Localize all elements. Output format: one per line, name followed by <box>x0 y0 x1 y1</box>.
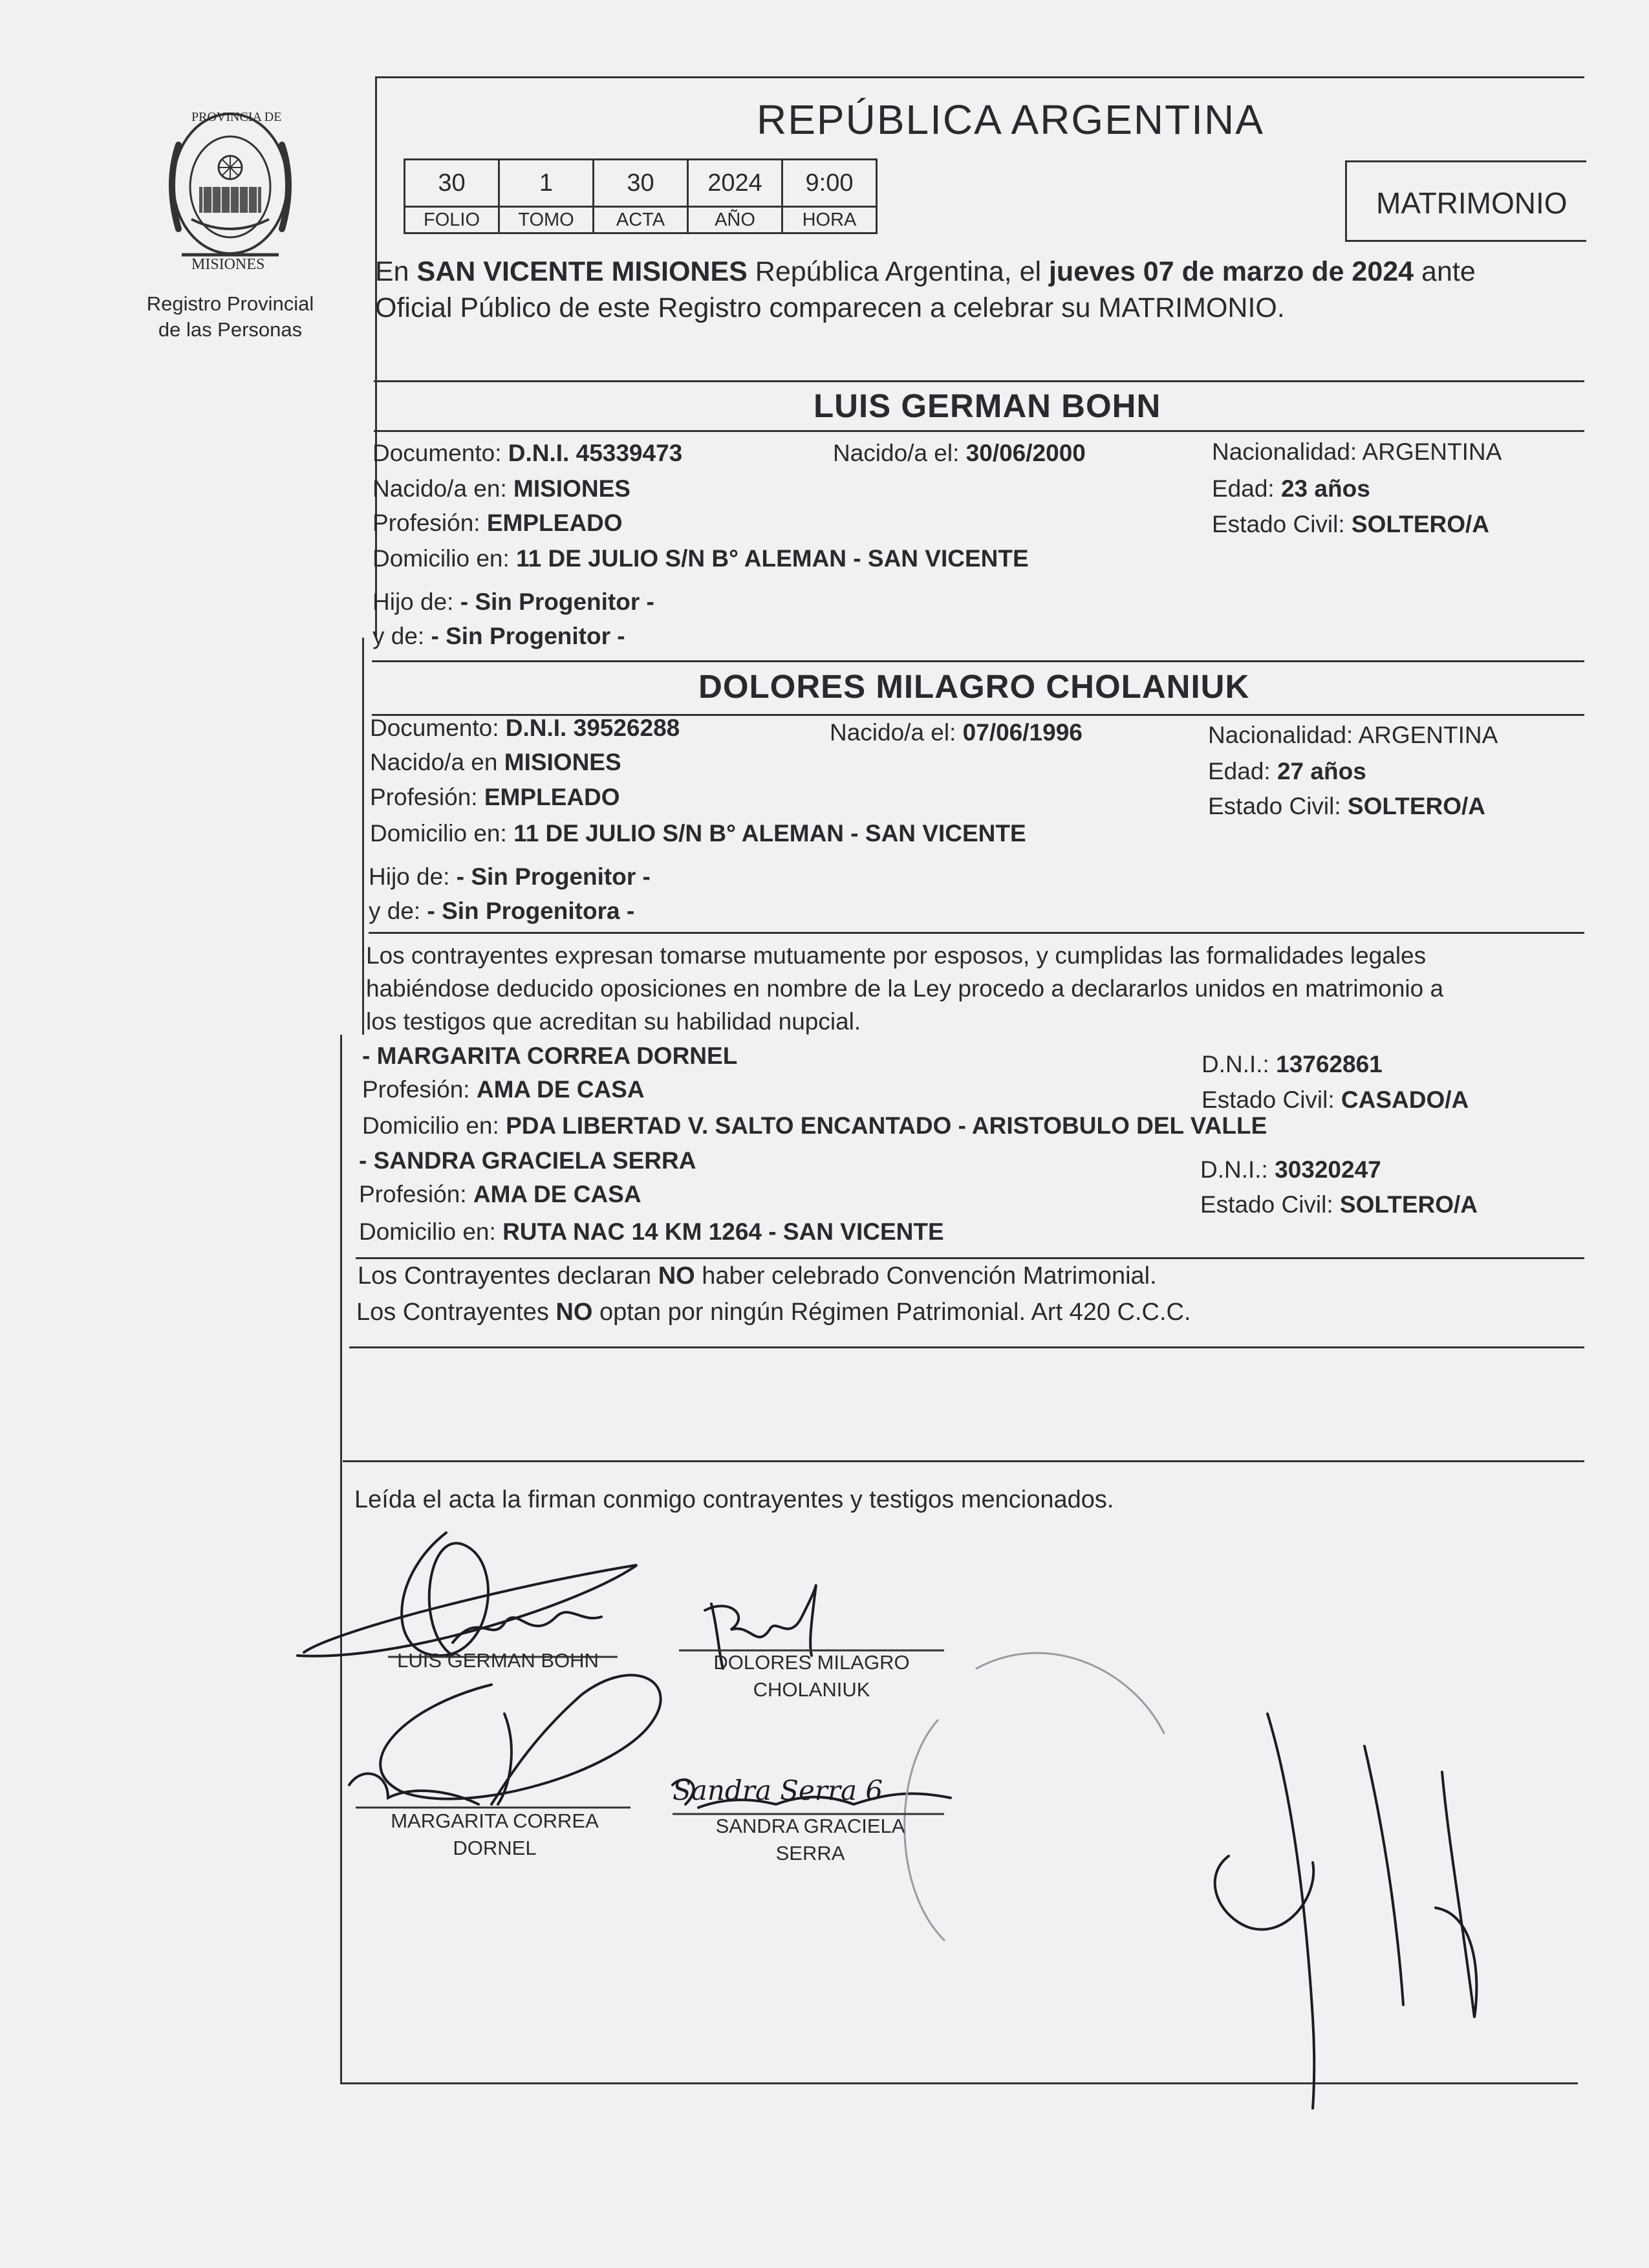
folio-label: FOLIO <box>405 207 499 233</box>
spouse1-and-of-value: - Sin Progenitor - <box>431 623 625 649</box>
regime-l1c: haber celebrado Convención Matrimonial. <box>695 1262 1157 1290</box>
spouse2-born-on-label: Nacido/a el: <box>830 719 963 746</box>
anio-label: AÑO <box>688 207 782 233</box>
spouse1-born-on-value: 30/06/2000 <box>965 440 1086 466</box>
spouse1-profession-value: EMPLEADO <box>486 510 623 536</box>
signature-spouse1-icon <box>297 1533 637 1656</box>
intro-line2: Oficial Público de este Registro comparecen a celebrar su MATRIMONIO. <box>375 292 1285 323</box>
spouse2-born-on-value: 07/06/1996 <box>962 719 1083 746</box>
signature-witness1-label-b: DORNEL <box>453 1836 537 1859</box>
spouse2-address-label: Domicilio en: <box>370 820 514 847</box>
spouse1-nationality-label: Nacionalidad: <box>1212 438 1363 465</box>
spouse2-nationality-label: Nacionalidad: <box>1208 722 1359 748</box>
spouse1-address-label: Domicilio en: <box>372 545 517 572</box>
spouse1-age-value: 23 años <box>1280 475 1370 502</box>
seal-text-top: PROVINCIA DE <box>191 110 282 124</box>
seal-text-bottom: MISIONES <box>191 256 265 273</box>
witness1-dni-label: D.N.I.: <box>1202 1051 1277 1077</box>
acta-value: 30 <box>594 160 688 207</box>
witness1-dni-value: 13762861 <box>1276 1051 1383 1077</box>
spouse2-civil-value: SOLTERO/A <box>1347 793 1486 819</box>
signature-witness2-label-a: SANDRA GRACIELA <box>715 1815 905 1837</box>
witness2-profession-value: AMA DE CASA <box>473 1181 641 1207</box>
witness2-address-label: Domicilio en: <box>359 1218 503 1245</box>
folio-value: 30 <box>405 160 499 207</box>
spouse2-civil-label: Estado Civil: <box>1208 793 1348 819</box>
page-title: REPÚBLICA ARGENTINA <box>757 96 1264 143</box>
spouse1-name: LUIS GERMAN BOHN <box>814 387 1161 424</box>
regime-l2b: NO <box>555 1299 593 1326</box>
witness2-profession-label: Profesión: <box>359 1181 473 1207</box>
spouse2-doc-label: Documento: <box>370 715 506 741</box>
spouse1-child-of-label: Hijo de: <box>372 589 460 615</box>
acta-label: ACTA <box>594 207 688 233</box>
doc-type: MATRIMONIO <box>1376 186 1568 220</box>
signature-witness2-handwriting: Sandra Serra 6 <box>673 1775 883 1806</box>
closing-text: Leída el acta la firman conmigo contrayentes y testigos mencionados. <box>354 1486 1114 1513</box>
witness2-name: - SANDRA GRACIELA SERRA <box>359 1147 696 1174</box>
witness1-profession-label: Profesión: <box>362 1076 477 1103</box>
witness1-address-value: PDA LIBERTAD V. SALTO ENCANTADO - ARISTOBULO DEL VALLE <box>506 1112 1267 1139</box>
witness1-profession-value: AMA DE CASA <box>476 1076 645 1103</box>
spouse1-doc-label: Documento: <box>372 440 508 466</box>
spouse2-nationality-value: ARGENTINA <box>1358 722 1498 748</box>
spouse2-profession-label: Profesión: <box>370 784 484 810</box>
signature-official-icon <box>1215 1714 1477 2108</box>
spouse1-child-of-value: - Sin Progenitor - <box>460 589 654 615</box>
spouse2-age-value: 27 años <box>1277 758 1366 784</box>
spouse2-address-value: 11 DE JULIO S/N B° ALEMAN - SAN VICENTE <box>513 820 1026 847</box>
tomo-label: TOMO <box>499 207 594 233</box>
witness1-name: - MARGARITA CORREA DORNEL <box>362 1042 738 1069</box>
regime-l2c: optan por ningún Régimen Patrimonial. Art 420 C.C.C. <box>592 1299 1191 1326</box>
spouse1-born-in-label: Nacido/a en: <box>372 475 514 502</box>
witness2-civil-value: SOLTERO/A <box>1339 1191 1478 1218</box>
signature-witness1-icon <box>349 1675 661 1804</box>
spouse2-and-of-label: y de: <box>369 898 427 924</box>
spouse1-doc-value: D.N.I. 45339473 <box>508 440 683 466</box>
declaration-line3: los testigos que acreditan su habilidad nupcial. <box>366 1008 861 1035</box>
regime-l1b: NO <box>658 1262 695 1290</box>
seal-caption-line1: Registro Provincial <box>146 292 314 315</box>
declaration-line2: habiéndose deducido oposiciones en nombre de la Ley procedo a declararlos unidos en matrimonio a <box>366 975 1444 1002</box>
signature-spouse1-name <box>375 1647 621 1674</box>
signature-witness2-name <box>684 1813 936 1867</box>
witness2-dni-label: D.N.I.: <box>1200 1156 1275 1183</box>
regime-l2a: Los Contrayentes <box>356 1299 556 1326</box>
intro-p1: En <box>375 256 417 287</box>
witness1-civil-label: Estado Civil: <box>1202 1086 1341 1113</box>
spouse2-name: DOLORES MILAGRO CHOLANIUK <box>698 668 1250 705</box>
anio-value: 2024 <box>688 160 782 207</box>
signature-witness1-label-a: MARGARITA CORREA <box>391 1809 599 1832</box>
signature-spouse2-label-a: DOLORES MILAGRO <box>713 1651 910 1674</box>
seal-caption-line2: de las Personas <box>158 318 303 341</box>
witness2-address-value: RUTA NAC 14 KM 1264 - SAN VICENTE <box>502 1218 944 1245</box>
spouse2-born-in-label: Nacido/a en <box>370 749 504 775</box>
signature-witness1-name <box>369 1808 621 1862</box>
witness2-civil-label: Estado Civil: <box>1200 1191 1340 1218</box>
spouse2-child-of-label: Hijo de: <box>369 863 457 890</box>
witness1-address-label: Domicilio en: <box>362 1112 506 1139</box>
spouse2-and-of-value: - Sin Progenitora - <box>427 898 635 924</box>
spouse1-profession-label: Profesión: <box>372 510 487 536</box>
regime-l1a: Los Contrayentes declaran <box>358 1262 658 1290</box>
signature-spouse2-name <box>685 1649 938 1703</box>
hora-value: 9:00 <box>782 160 877 207</box>
spouse1-civil-label: Estado Civil: <box>1212 511 1352 537</box>
spouse1-born-in-value: MISIONES <box>513 475 630 502</box>
spouse1-address-value: 11 DE JULIO S/N B° ALEMAN - SAN VICENTE <box>516 545 1029 572</box>
witness2-dni-value: 30320247 <box>1275 1156 1381 1183</box>
witness1-civil-value: CASADO/A <box>1341 1086 1469 1113</box>
spouse1-and-of-label: y de: <box>372 623 431 649</box>
signature-spouse1-label: LUIS GERMAN BOHN <box>397 1649 599 1672</box>
spouse1-age-label: Edad: <box>1212 475 1281 502</box>
hora-label: HORA <box>782 207 877 233</box>
signature-spouse2-label-b: CHOLANIUK <box>753 1678 870 1701</box>
intro-p3: ante <box>1414 256 1476 287</box>
spouse1-civil-value: SOLTERO/A <box>1351 511 1490 537</box>
spouse2-child-of-value: - Sin Progenitor - <box>456 863 651 890</box>
tomo-value: 1 <box>499 160 594 207</box>
intro-place: SAN VICENTE MISIONES <box>416 256 748 287</box>
spouse2-doc-value: D.N.I. 39526288 <box>505 715 680 741</box>
spouse2-age-label: Edad: <box>1208 758 1277 784</box>
spouse2-born-in-value: MISIONES <box>504 749 621 775</box>
intro-date: jueves 07 de marzo de 2024 <box>1048 256 1414 287</box>
spouse1-nationality-value: ARGENTINA <box>1362 438 1502 465</box>
intro-p2: República Argentina, el <box>747 256 1049 287</box>
spouse2-profession-value: EMPLEADO <box>484 784 620 810</box>
spouse1-born-on-label: Nacido/a el: <box>833 440 966 466</box>
declaration-line1: Los contrayentes expresan tomarse mutuamente por esposos, y cumplidas las formalidades legales <box>366 942 1427 969</box>
signature-witness2-label-b: SERRA <box>775 1841 845 1864</box>
